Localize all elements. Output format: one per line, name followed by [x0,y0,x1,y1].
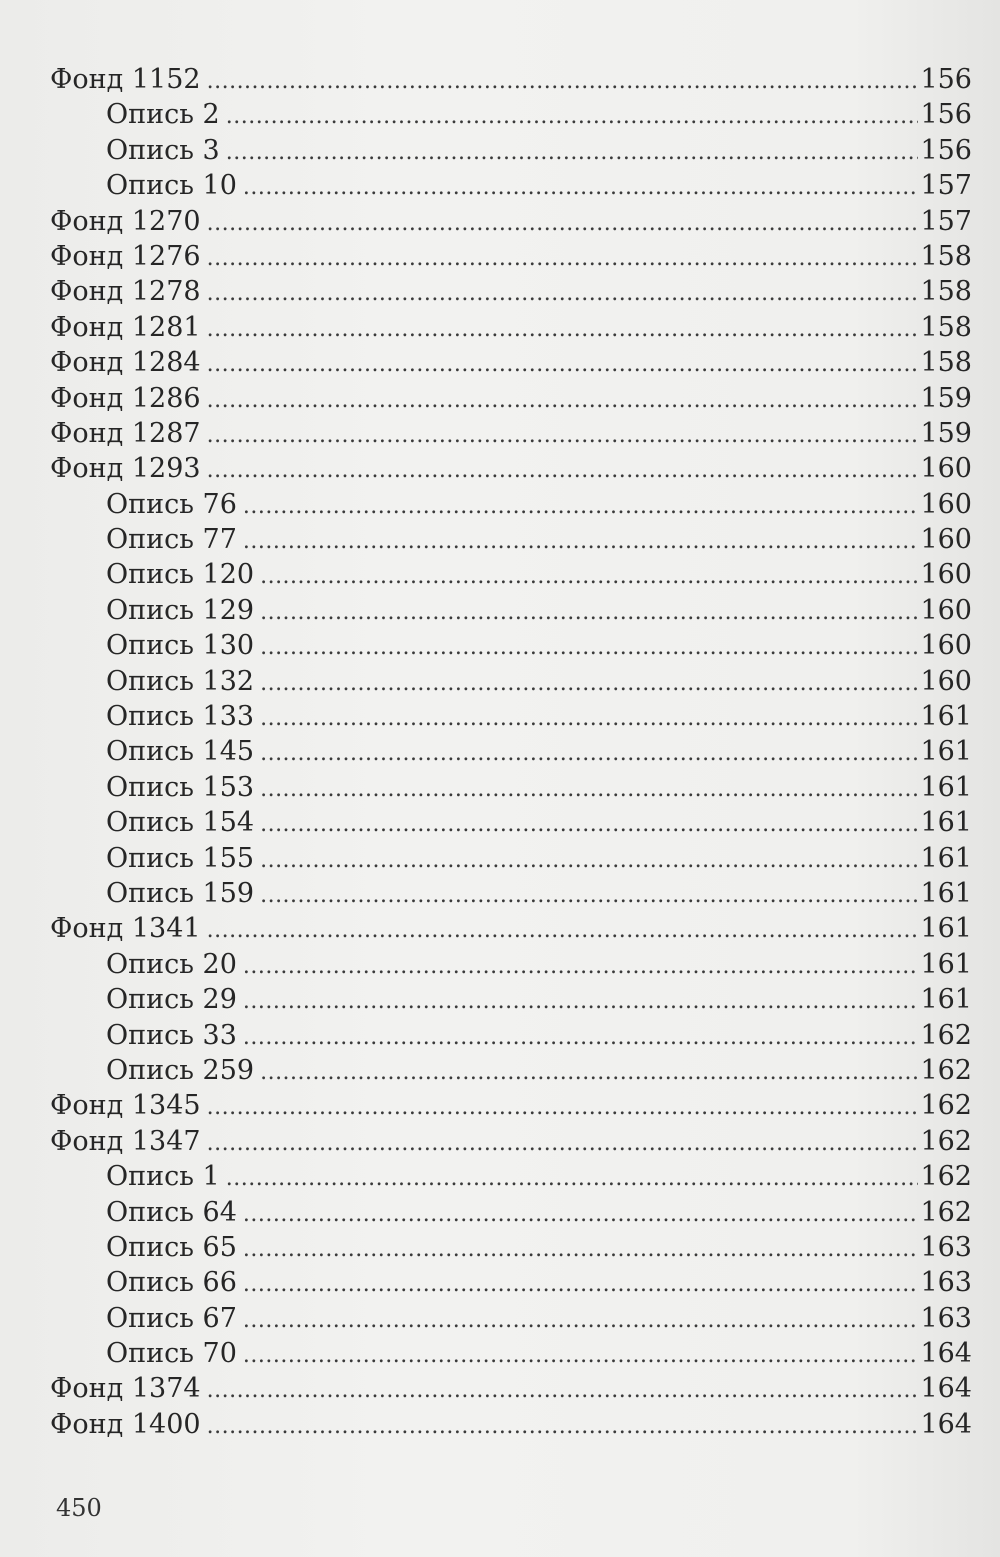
dot-leader [243,1020,919,1055]
entry-page-number: 161 [920,771,972,803]
dot-leader [207,206,919,241]
entry-page-number: 160 [920,630,972,662]
entry-label: Опись 10 [106,170,237,202]
entry-label: Опись 20 [106,948,237,980]
entry-label: Фонд 1286 [50,382,201,414]
entry-page-number: 158 [920,240,972,272]
toc-subentry [50,770,972,805]
entry-page-number: 164 [920,1408,972,1440]
entry-page-number: 160 [920,488,972,520]
toc-subentry [50,1301,972,1336]
entry-page-number: 156 [920,134,972,166]
entry-page-number: 162 [920,1125,972,1157]
dot-leader [260,666,918,701]
entry-page-number: 156 [920,99,972,131]
dot-leader [260,701,918,736]
toc-subentry [50,133,972,168]
entry-page-number: 157 [920,170,972,202]
toc-subentry [50,557,972,592]
entry-label: Опись 29 [106,984,237,1016]
dot-leader [207,312,919,347]
entry-label: Опись 66 [106,1267,237,1299]
dot-leader [243,1338,919,1373]
dot-leader [207,1409,919,1444]
entry-page-number: 160 [920,559,972,591]
entry-page-number: 164 [920,1338,972,1370]
entry-page-number: 158 [920,311,972,343]
toc-entry [50,416,972,451]
toc-subentry [50,593,972,628]
entry-label: Фонд 1341 [50,913,201,945]
entry-label: Фонд 1281 [50,311,201,343]
entry-page-number: 164 [920,1373,972,1405]
dot-leader [207,1373,919,1408]
toc-subentry [50,1018,972,1053]
entry-label: Опись 77 [106,524,237,556]
toc-subentry [50,664,972,699]
table-of-contents [50,62,972,1442]
dot-leader [260,630,918,665]
toc-entry [50,62,972,97]
dot-leader [226,1161,919,1196]
entry-label: Опись 133 [106,701,255,733]
toc-entry [50,204,972,239]
toc-subentry [50,628,972,663]
entry-page-number: 156 [920,64,972,95]
entry-label: Опись 70 [106,1338,237,1370]
entry-label: Опись 76 [106,488,237,520]
entry-label: Опись 129 [106,594,255,626]
toc-entry [50,381,972,416]
dot-leader [226,135,919,170]
entry-label: Опись 155 [106,842,255,874]
dot-leader [207,913,919,948]
entry-label: Опись 1 [106,1161,220,1193]
toc-subentry [50,487,972,522]
dot-leader [260,736,918,771]
dot-leader [243,1232,919,1267]
toc-subentry [50,522,972,557]
dot-leader [243,984,919,1019]
toc-entry [50,345,972,380]
dot-leader [207,383,919,418]
dot-leader [207,418,919,453]
toc-entry [50,1088,972,1123]
dot-leader [243,489,919,524]
entry-label: Фонд 1347 [50,1125,201,1157]
entry-page-number: 161 [920,984,972,1016]
entry-page-number: 162 [920,1054,972,1086]
entry-page-number: 159 [920,417,972,449]
entry-page-number: 160 [920,524,972,556]
dot-leader [260,595,918,630]
toc-subentry [50,841,972,876]
toc-entry [50,1124,972,1159]
entry-label: Опись 33 [106,1019,237,1051]
dot-leader [260,878,918,913]
entry-label: Фонд 1400 [50,1408,201,1440]
toc-subentry [50,1230,972,1265]
toc-subentry [50,97,972,132]
toc-entry [50,911,972,946]
entry-label: Фонд 1293 [50,453,201,485]
dot-leader [207,1126,919,1161]
dot-leader [226,99,919,134]
entry-page-number: 161 [920,807,972,839]
dot-leader [207,1090,919,1125]
toc-subentry [50,947,972,982]
entry-page-number: 160 [920,594,972,626]
entry-page-number: 157 [920,205,972,237]
dot-leader [260,843,918,878]
entry-label: Опись 159 [106,877,255,909]
toc-subentry [50,1159,972,1194]
dot-leader [243,949,919,984]
toc-subentry [50,734,972,769]
entry-label: Опись 259 [106,1054,255,1086]
entry-page-number: 162 [920,1019,972,1051]
entry-label: Фонд 1278 [50,276,201,308]
toc-subentry [50,805,972,840]
dot-leader [260,1055,918,1090]
dot-leader [207,64,919,99]
entry-page-number: 159 [920,382,972,414]
entry-label: Фонд 1287 [50,417,201,449]
dot-leader [207,453,919,488]
dot-leader [260,559,918,594]
entry-label: Опись 67 [106,1302,237,1334]
entry-page-number: 161 [920,913,972,945]
toc-entry [50,451,972,486]
entry-label: Опись 145 [106,736,255,768]
entry-page-number: 162 [920,1161,972,1193]
toc-subentry [50,1265,972,1300]
toc-entry [50,1371,972,1406]
dot-leader [260,807,918,842]
dot-leader [243,1197,919,1232]
entry-page-number: 163 [920,1302,972,1334]
dot-leader [243,170,919,205]
entry-label: Фонд 1152 [50,64,201,95]
dot-leader [243,1267,919,1302]
entry-label: Опись 132 [106,665,255,697]
entry-page-number: 162 [920,1090,972,1122]
entry-page-number: 161 [920,736,972,768]
entry-label: Фонд 1284 [50,347,201,379]
page-number: 450 [56,1494,102,1522]
entry-label: Опись 130 [106,630,255,662]
entry-page-number: 160 [920,665,972,697]
entry-page-number: 160 [920,453,972,485]
entry-label: Опись 3 [106,134,220,166]
entry-page-number: 161 [920,842,972,874]
entry-label: Опись 153 [106,771,255,803]
toc-subentry [50,699,972,734]
toc-entry [50,239,972,274]
entry-page-number: 162 [920,1196,972,1228]
entry-label: Фонд 1345 [50,1090,201,1122]
toc-subentry [50,876,972,911]
toc-subentry [50,1053,972,1088]
toc-entry [50,274,972,309]
entry-page-number: 161 [920,948,972,980]
dot-leader [207,241,919,276]
entry-page-number: 163 [920,1267,972,1299]
entry-label: Опись 120 [106,559,255,591]
entry-page-number: 158 [920,276,972,308]
entry-page-number: 161 [920,701,972,733]
dot-leader [207,347,919,382]
toc-subentry [50,168,972,203]
dot-leader [260,772,918,807]
entry-label: Фонд 1374 [50,1373,201,1405]
toc-subentry [50,1336,972,1371]
dot-leader [243,1303,919,1338]
entry-label: Фонд 1276 [50,240,201,272]
dot-leader [207,276,919,311]
entry-page-number: 163 [920,1231,972,1263]
toc-entry [50,310,972,345]
dot-leader [243,524,919,559]
toc-entry [50,1407,972,1442]
entry-label: Опись 64 [106,1196,237,1228]
entry-page-number: 161 [920,877,972,909]
entry-label: Опись 154 [106,807,255,839]
toc-subentry [50,982,972,1017]
entry-label: Опись 2 [106,99,220,131]
entry-page-number: 158 [920,347,972,379]
entry-label: Фонд 1270 [50,205,201,237]
entry-label: Опись 65 [106,1231,237,1263]
toc-subentry [50,1195,972,1230]
